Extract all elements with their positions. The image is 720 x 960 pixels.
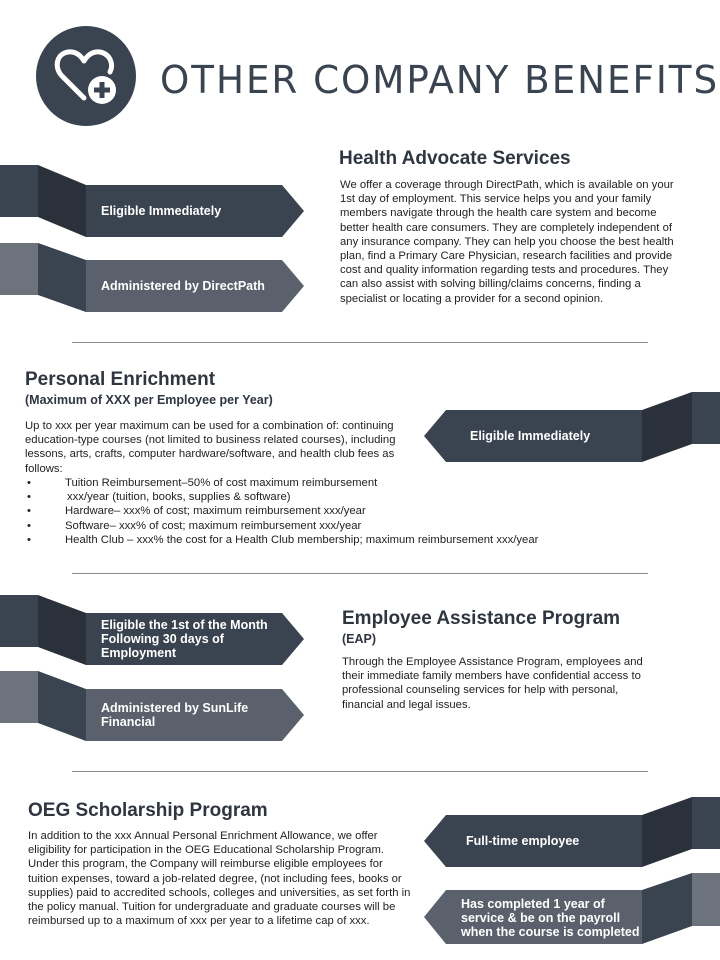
eap-title: Employee Assistance Program xyxy=(342,608,621,629)
ribbon-full-time-employee: Full-time employee xyxy=(466,834,580,848)
bullet-tuition-cont-text: xxx/year (tuition, books, supplies & software) xyxy=(67,491,291,504)
bullet-tuition: • Tuition Reimbursement–50% of cost maximum reimbursement xyxy=(25,476,625,490)
bullet-hardware: • Hardware– xxx% of cost; maximum reimbursement xxx/year xyxy=(25,504,625,518)
personal-enrichment-body xyxy=(25,419,405,476)
ribbon-administered-directpath: Administered by DirectPath xyxy=(101,279,265,293)
personal-enrichment-title: Personal Enrichment xyxy=(25,369,216,390)
page-title: OTHER COMPANY BENEFITS xyxy=(160,58,720,102)
divider xyxy=(72,771,648,772)
scholarship-title: OEG Scholarship Program xyxy=(28,800,268,821)
divider xyxy=(72,573,648,574)
ribbon-eligible-first-of-month: Eligible the 1st of the Month Following 30 days of Employment xyxy=(101,618,268,660)
eap-subtitle: (EAP) xyxy=(342,632,377,646)
divider xyxy=(72,342,648,343)
personal-enrichment-bullets xyxy=(25,476,625,547)
logo-badge xyxy=(36,26,136,126)
bullet-software: • Software– xxx% of cost; maximum reimbursement xxx/year xyxy=(25,519,625,533)
eap-body: Through the Employee Assistance Program, employees and their immediate family members have confidential access to professional counseling services for help with personal, financial and legal issues. xyxy=(342,656,643,711)
health-advocate-title: Health Advocate Services xyxy=(339,148,571,169)
ribbon-completed-one-year: Has completed 1 year of service & be on the payroll when the course is completed xyxy=(461,897,640,939)
personal-enrichment-intro: Up to xxx per year maximum can be used for a combination of: continuing education-type courses (not limited to business related courses), including lessons, arts, crafts, computer hardware/software, and health club fees as follows: xyxy=(25,420,396,475)
bullet-health-club: • Health Club – xxx% the cost for a Health Club membership; maximum reimbursement xxx/year xyxy=(25,533,625,547)
ribbon-administered-sunlife: Administered by SunLife Financial xyxy=(101,701,249,729)
ribbon-eligible-immediately-2: Eligible Immediately xyxy=(470,429,591,443)
bullet-tuition-cont xyxy=(25,490,625,504)
health-advocate-body: We offer a coverage through DirectPath, which is available on your 1st day of employment. This service helps you and your family members navigate through the health care system and become better health care consumers. They are completely independent of any insurance company. They can help you choose the best health plan, find a Primary Care Physician, research facilities and provide cost and quality information regarding tests and procedures. They can also assist with solving billing/claims concerns, finding a specialist or locating a provider for a second opinion. xyxy=(340,179,674,305)
heart-plus-icon xyxy=(50,40,122,112)
ribbon-eligible-immediately: Eligible Immediately xyxy=(101,204,222,218)
scholarship-body: In addition to the xxx Annual Personal Enrichment Allowance, we offer eligibility for participation in the OEG Educational Scholarship Program. Under this program, the Company will reimburse eligible employees for tuition expenses, toward a job-related degree, (not including fees, books or supplies) paid to accredited schools, colleges and universities, as set forth in the policy manual. Tuition for undergraduate and graduate courses will be reimbursed up to a maximum of xxx per year to a lifetime cap of xxx. xyxy=(28,830,411,928)
personal-enrichment-subtitle: (Maximum of XXX per Employee per Year) xyxy=(25,393,273,407)
